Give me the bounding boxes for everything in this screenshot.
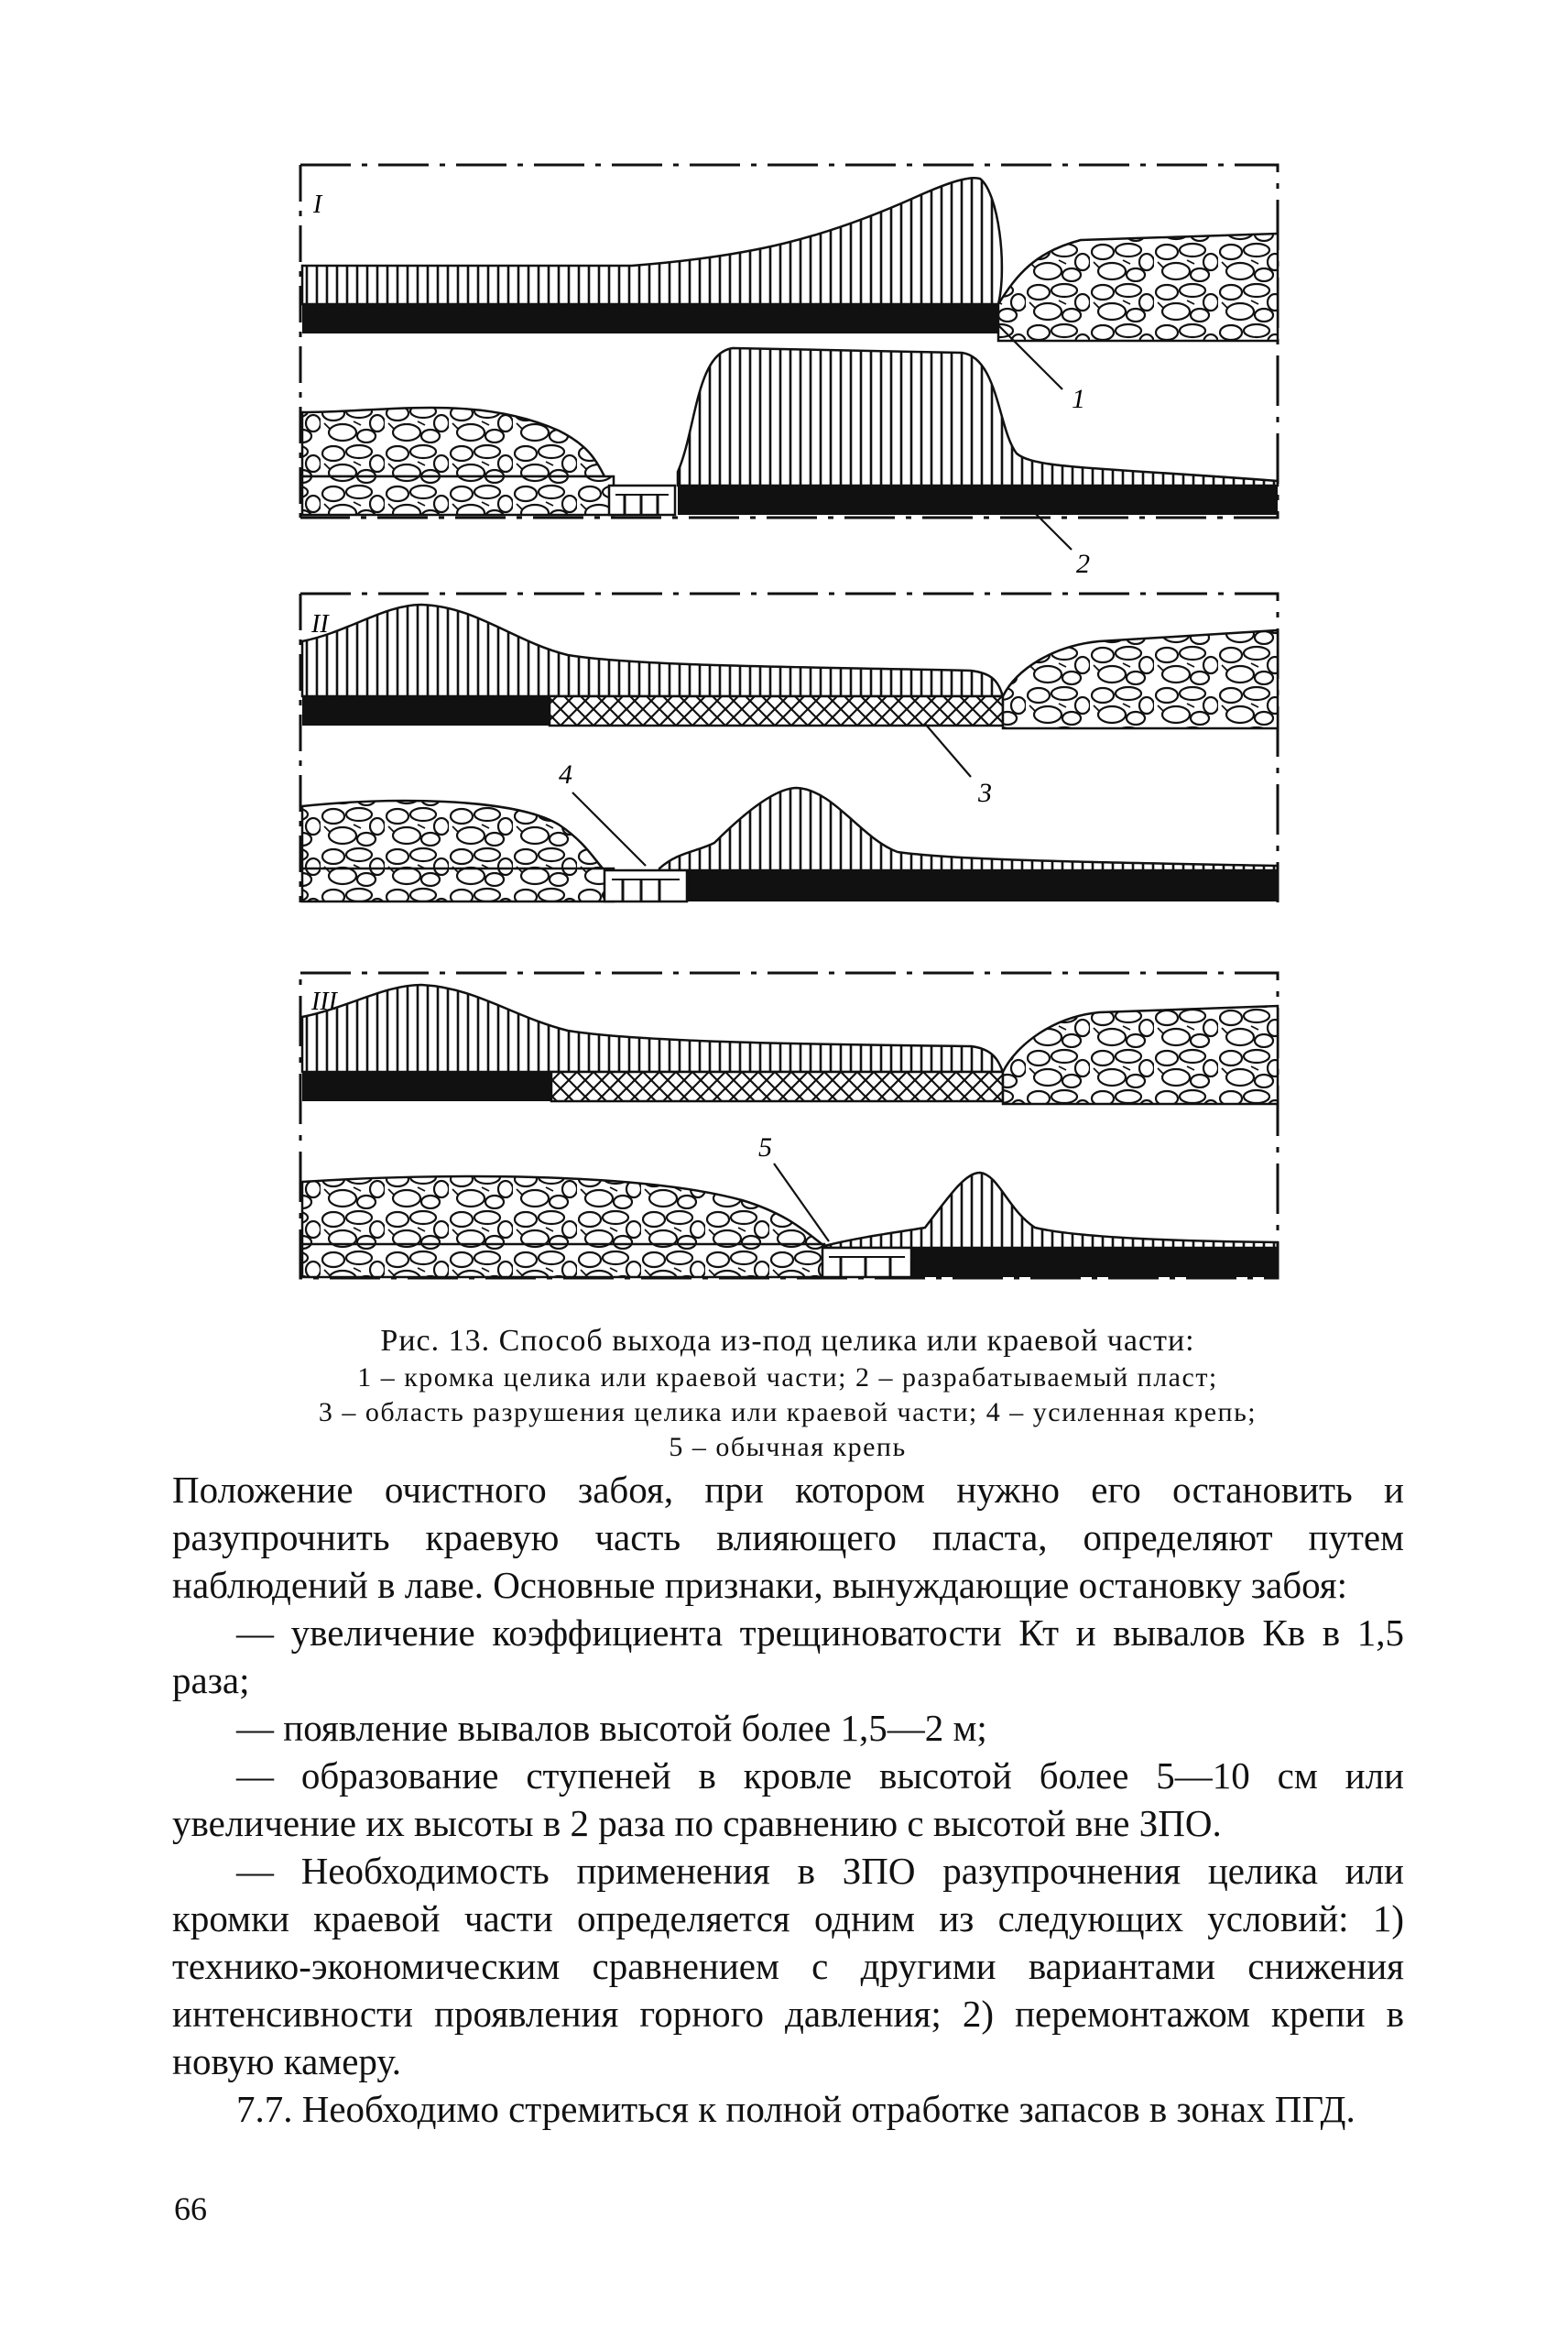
callout-2: 2 [1076, 549, 1090, 579]
paragraph: 7.7. Необходимо стремиться к полной отработке запасов в зонах ПГД. [236, 2088, 1356, 2130]
list-item: — появление вывалов высотой более 1,5—2 м; [236, 1707, 987, 1749]
callout-3: 3 [978, 778, 992, 808]
list-item: — образование ступеней в кровле высотой более 5—10 см или увеличение их высоты в 2 раза по сравнению с высотой вне ЗПО. [172, 1754, 1404, 1844]
caption-line: 1 – кромка целика или краевой части; 2 – разрабатываемый пласт; [357, 1362, 1218, 1393]
support-ordinary-III [822, 1248, 911, 1277]
body-text [172, 1466, 1404, 2133]
support-reinforced-I [609, 486, 675, 515]
panel-III [300, 973, 1278, 1278]
callout-5: 5 [758, 1132, 772, 1163]
callout-4: 4 [559, 759, 572, 790]
panel-II-label: II [311, 610, 329, 639]
callout-1: 1 [1072, 384, 1085, 414]
figure-caption [293, 1324, 1282, 1465]
panel-II [300, 594, 1278, 902]
caption-line: 3 – область разрушения целика или краевой части; 4 – усиленная крепь; [318, 1397, 1258, 1427]
list-item: — увеличение коэффициента трещиноватости Кт и вывалов Кв в 1,5 раза; [172, 1611, 1404, 1701]
panel-I [300, 165, 1278, 579]
caption-line: 5 – обычная крепь [669, 1432, 907, 1462]
panel-I-label: I [313, 191, 322, 219]
panel-III-label: III [311, 988, 337, 1016]
paragraph: Положение очистного забоя, при котором нужно его остановить и разупрочнить краевую часть влияющего пласта, определяют путем наблюдений в лаве. Основные признаки, вынуждающие остановку забоя: [172, 1469, 1404, 1606]
caption-title: Рис. 13. Способ выхода из-под целика или краевой части: [380, 1324, 1195, 1358]
support-reinforced-II [604, 870, 687, 901]
list-item: — Необходимость применения в ЗПО разупрочнения целика или кромки краевой части определяется одним из следующих условий: 1) технико-экономическим сравнением с другими вариантами снижения интенсивности проявления горного давления; 2) перемонтажом крепи в новую камеру. [172, 1850, 1404, 2082]
page-number: 66 [174, 2190, 207, 2227]
